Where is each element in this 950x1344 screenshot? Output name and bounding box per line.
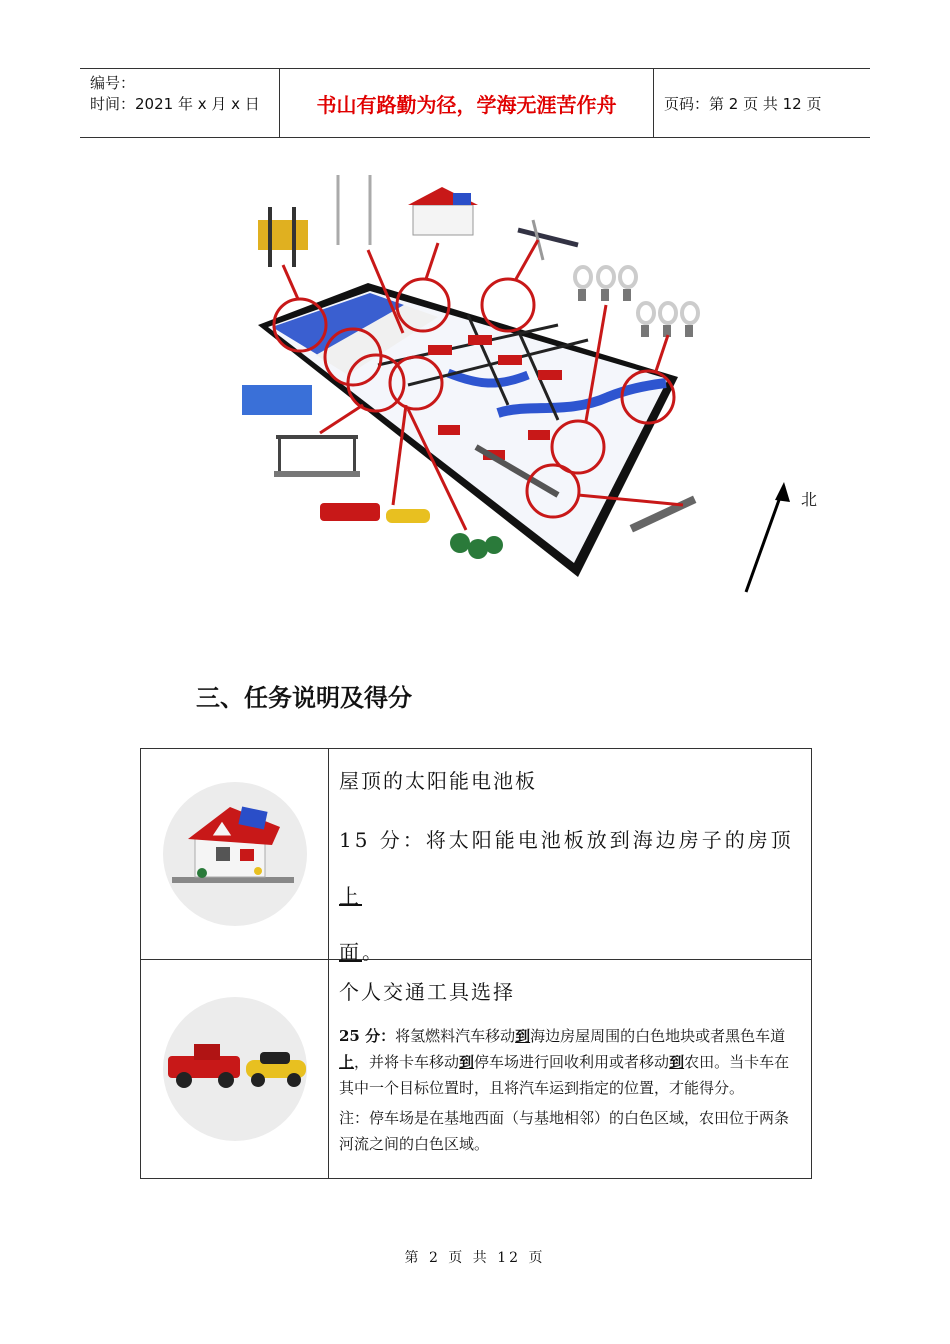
task-table <box>140 748 812 1179</box>
task-points: 25 分： <box>339 1027 396 1045</box>
task-body-underline: 到 <box>669 1053 685 1071</box>
house-icon <box>160 779 310 929</box>
section-title: 三、任务说明及得分 <box>196 684 412 712</box>
doc-number-label: 编号： <box>90 74 136 92</box>
task-description <box>339 812 801 980</box>
task-description <box>339 1023 801 1101</box>
page-footer: 第 2 页 共 12 页 <box>404 1250 546 1266</box>
task-title: 屋顶的太阳能电池板 <box>339 769 537 793</box>
north-label: 北 <box>801 490 818 509</box>
task-solar-text <box>329 749 811 964</box>
task-note: 注：停车场是在基地西面（与基地相邻）的白色区域，农田位于两条河流之间的白色区域。 <box>339 1109 790 1153</box>
task-body-underline: 面 <box>339 940 362 964</box>
header-page-info: 页码：第 2 页 共 12 页 <box>664 94 822 113</box>
task-body-underline: 到 <box>515 1027 531 1045</box>
task-points: 15 分： <box>339 828 426 852</box>
task-vehicle-text <box>329 960 811 1178</box>
table-row <box>141 749 811 964</box>
task-body-underline: 上 <box>339 884 362 908</box>
vehicles-image <box>141 960 329 1178</box>
task-body: ，并将卡车移动 <box>354 1053 460 1071</box>
doc-time-label: 时间：2021 年 x 月 x 日 <box>90 95 260 113</box>
task-body: 将太阳能电池板放到海边房子的房顶 <box>425 828 794 852</box>
task-body: 将氢燃料汽车移动 <box>395 1027 516 1045</box>
task-body-underline: 上 <box>339 1053 355 1071</box>
header-motto: 书山有路勤为径，学海无涯苦作舟 <box>280 69 654 137</box>
house-solar-image <box>141 749 329 959</box>
task-body: 农田。当卡车在其中一个目标位置时，且将汽车运到指定的位置，才能得分。 <box>339 1053 790 1097</box>
table-row <box>141 960 811 1178</box>
header-meta <box>80 69 280 137</box>
task-title: 个人交通工具选择 <box>339 980 515 1004</box>
task-body-underline: 到 <box>459 1053 475 1071</box>
vehicles-icon <box>160 994 310 1144</box>
task-body: 海边房屋周围的白色地块或者黑色车道 <box>530 1027 786 1045</box>
page-header <box>80 68 870 138</box>
task-body: 停车场进行回收利用或者移动 <box>474 1053 670 1071</box>
task-body-end: 。 <box>362 940 385 964</box>
